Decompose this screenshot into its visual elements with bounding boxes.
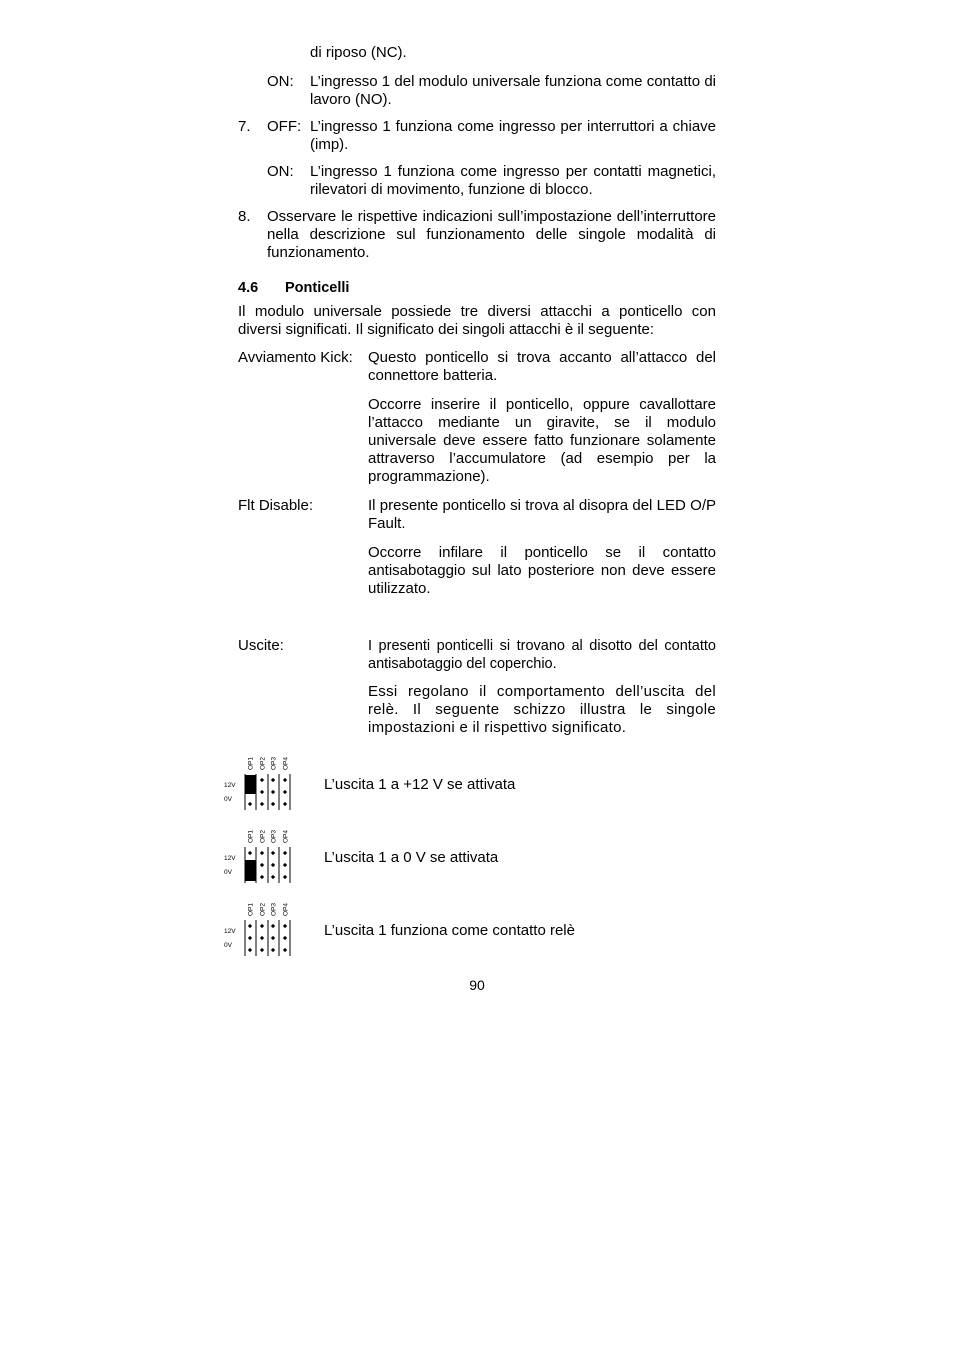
pin-dot <box>283 863 287 867</box>
section-7-on-label: ON: <box>267 163 294 180</box>
section-heading-title: Ponticelli <box>285 280 350 296</box>
pin-dot <box>248 948 252 952</box>
section-heading-number: 4.6 <box>238 280 259 296</box>
section-7-off-text: L’ingresso 1 funziona come ingresso per interruttori a chiave (imp). <box>310 118 716 153</box>
row-label-0v: 0V <box>224 942 232 949</box>
pin-dot <box>260 863 264 867</box>
pin-dot <box>260 948 264 952</box>
pin-dot <box>283 802 287 806</box>
column-label-op2: OP2 <box>259 756 267 770</box>
row-label-12v: 12V <box>224 855 236 862</box>
pin-dot <box>248 936 252 940</box>
jumper-block <box>245 860 256 881</box>
column-label-op1: OP1 <box>247 902 255 916</box>
jumper-flt-paragraph-1: Il presente ponticello si trova al disopra del LED O/P Fault. <box>368 497 716 532</box>
pin-dot <box>271 778 275 782</box>
jumper-diagram-3 <box>222 896 294 958</box>
pin-dot <box>283 875 287 879</box>
pin-dot <box>248 924 252 928</box>
section-8-text: Osservare le rispettive indicazioni sull’impostazione dell’interruttore nella descrizione sul funzionamento delle singole modalità di funzionamento. <box>267 208 716 261</box>
pin-dot <box>260 875 264 879</box>
pin-dot <box>283 851 287 855</box>
jumper-term-kick: Avviamento Kick: <box>238 349 353 366</box>
section-6-off-text: di riposo (NC). <box>310 44 407 61</box>
pin-dot <box>271 851 275 855</box>
jumper-diagram-1 <box>222 750 294 812</box>
column-label-op1: OP1 <box>247 829 255 843</box>
pin-dot <box>248 802 252 806</box>
pin-dot <box>260 802 264 806</box>
column-label-op2: OP2 <box>259 902 267 916</box>
jumper-diagram-svg <box>222 750 294 812</box>
column-label-op3: OP3 <box>270 829 278 843</box>
pin-dot <box>283 936 287 940</box>
row-label-0v: 0V <box>224 796 232 803</box>
row-label-12v: 12V <box>224 928 236 935</box>
pin-dot <box>260 778 264 782</box>
jumper-block <box>245 775 256 794</box>
jumper-term-uscite: Uscite: <box>238 637 284 654</box>
setting-caption-3: L’uscita 1 funziona come contatto relè <box>324 922 575 939</box>
section-8-number: 8. <box>238 208 251 225</box>
pin-dot <box>283 778 287 782</box>
pin-dot <box>260 790 264 794</box>
setting-caption-1: L’uscita 1 a +12 V se attivata <box>324 776 516 793</box>
pin-dot <box>260 936 264 940</box>
jumper-uscite-paragraph-2: Essi regolano il comportamento dell’uscita del relè. Il seguente schizzo illustra le singole impostazioni e il rispettivo significato. <box>368 683 716 736</box>
pin-dot <box>271 936 275 940</box>
jumper-diagram-svg <box>222 896 294 958</box>
column-label-op3: OP3 <box>270 902 278 916</box>
jumper-diagram-2 <box>222 823 294 885</box>
jumper-flt-paragraph-2: Occorre infilare il ponticello se il contatto antisabotaggio sul lato posteriore non deve essere utilizzato. <box>368 544 716 597</box>
pin-dot <box>271 863 275 867</box>
pin-dot <box>283 790 287 794</box>
pin-dot <box>271 948 275 952</box>
column-label-op1: OP1 <box>247 756 255 770</box>
section-7-number: 7. <box>238 118 251 135</box>
column-label-op4: OP4 <box>282 829 290 843</box>
row-label-0v: 0V <box>224 869 232 876</box>
jumper-kick-paragraph-2: Occorre inserire il ponticello, oppure cavallottare l’attacco mediante un giravite, se il modulo universale deve essere fatto funzionare solamente attraverso l’accumulatore (ad esempio per la programmazione). <box>368 396 716 485</box>
pin-dot <box>283 924 287 928</box>
pin-dot <box>260 924 264 928</box>
column-label-op4: OP4 <box>282 902 290 916</box>
column-label-op4: OP4 <box>282 756 290 770</box>
pin-dot <box>271 924 275 928</box>
section-6-on-label: ON: <box>267 73 294 90</box>
setting-caption-2: L’uscita 1 a 0 V se attivata <box>324 849 499 866</box>
page-number: 90 <box>469 977 485 993</box>
row-label-12v: 12V <box>224 782 236 789</box>
section-6-on-text: L’ingresso 1 del modulo universale funziona come contatto di lavoro (NO). <box>310 73 716 108</box>
intro-paragraph: Il modulo universale possiede tre diversi attacchi a ponticello con diversi significati. Il significato dei singoli attacchi è il seguente: <box>238 303 716 338</box>
jumper-uscite-paragraph-1: I presenti ponticelli si trovano al disotto del contatto antisabotaggio del coperchio. <box>368 638 716 672</box>
column-label-op2: OP2 <box>259 829 267 843</box>
pin-dot <box>248 851 252 855</box>
pin-dot <box>271 802 275 806</box>
jumper-term-flt-disable: Flt Disable: <box>238 497 314 514</box>
pin-dot <box>271 790 275 794</box>
section-7-on-text: L’ingresso 1 funziona come ingresso per contatti magnetici, rilevatori di movimento, funzione di blocco. <box>310 163 716 198</box>
section-7-off-label: OFF: <box>267 118 302 135</box>
pin-dot <box>283 948 287 952</box>
jumper-diagram-svg <box>222 823 294 885</box>
column-label-op3: OP3 <box>270 756 278 770</box>
pin-dot <box>260 851 264 855</box>
jumper-kick-paragraph-1: Questo ponticello si trova accanto all’attacco del connettore batteria. <box>368 349 716 384</box>
pin-dot <box>271 875 275 879</box>
